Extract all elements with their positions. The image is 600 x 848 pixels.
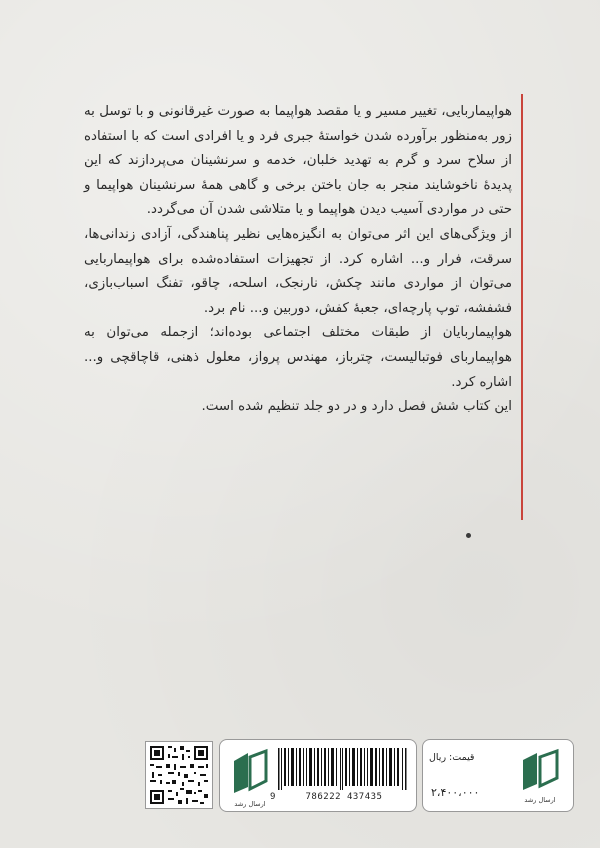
accent-rule	[521, 94, 523, 520]
barcode-lead-digit: 9	[270, 792, 276, 802]
blurb-paragraph-3: هواپیماربایان از طبقات مختلف اجتماعی بوده‌اند؛ ازجمله می‌توان به هواپیماربای فوتبالیست، چترباز، مهندس پرواز، معلول ذهنی، قاچاقچی و... اشاره کرد.	[84, 325, 512, 390]
barcode-number	[270, 792, 410, 802]
blurb-paragraph-4: این کتاب شش فصل دارد و در دو جلد تنظیم شده است.	[201, 399, 512, 415]
publisher-logo-icon	[515, 748, 565, 796]
barcode-bars	[278, 748, 408, 790]
barcode-digits: 786222 437435	[305, 792, 383, 802]
blurb-paragraph-1: هواپیماربایی، تغییر مسیر و یا مقصد هواپیما به صورت غیرقانونی و با توسل به زور به‌منظور برآورده شدن خواستهٔ جبری فرد و یا افرادی است که با استفاده از سلاح سرد و گرم به تهدید خلبان، خدمه و سرنشینان می‌پردازند که این پدیدهٔ ناخوشایند منجر به جان باختن برخی و گاهی همهٔ سرنشینان هواپیما و حتی در مواردی آسیب دیدن هواپیما و یا متلاشی شدن آن می‌گردد.	[84, 104, 512, 218]
price-publisher-label: ارسال رشد	[524, 796, 556, 804]
blurb-text	[84, 100, 512, 420]
qr-code-icon	[146, 742, 212, 808]
qr-code	[145, 741, 213, 809]
blurb-paragraph-2: از ویژگی‌های این اثر می‌توان به انگیزه‌هایی نظیر پناهندگی، آزادی زندانی‌ها، سرقت، فرار و... اشاره کرد. از تجهیزات استفاده‌شده برای هواپیماربایی می‌توان از مواردی مانند چکش، نارنجک، اسلحه، چاقو، تفنگ اسباب‌بازی، فشفشه، توپ پارچه‌ای، جعبهٔ کفش، دوربین و... نام برد.	[84, 226, 512, 316]
price-label: قیمت: ریال	[429, 752, 475, 763]
price-value: ۲،۴۰۰،۰۰۰	[431, 786, 480, 799]
barcode-panel	[219, 739, 417, 812]
publisher-logo-icon	[228, 747, 272, 805]
bullet-dot	[466, 533, 471, 538]
price-panel	[422, 739, 574, 812]
barcode-publisher-label: ارسال رشد	[234, 800, 266, 808]
